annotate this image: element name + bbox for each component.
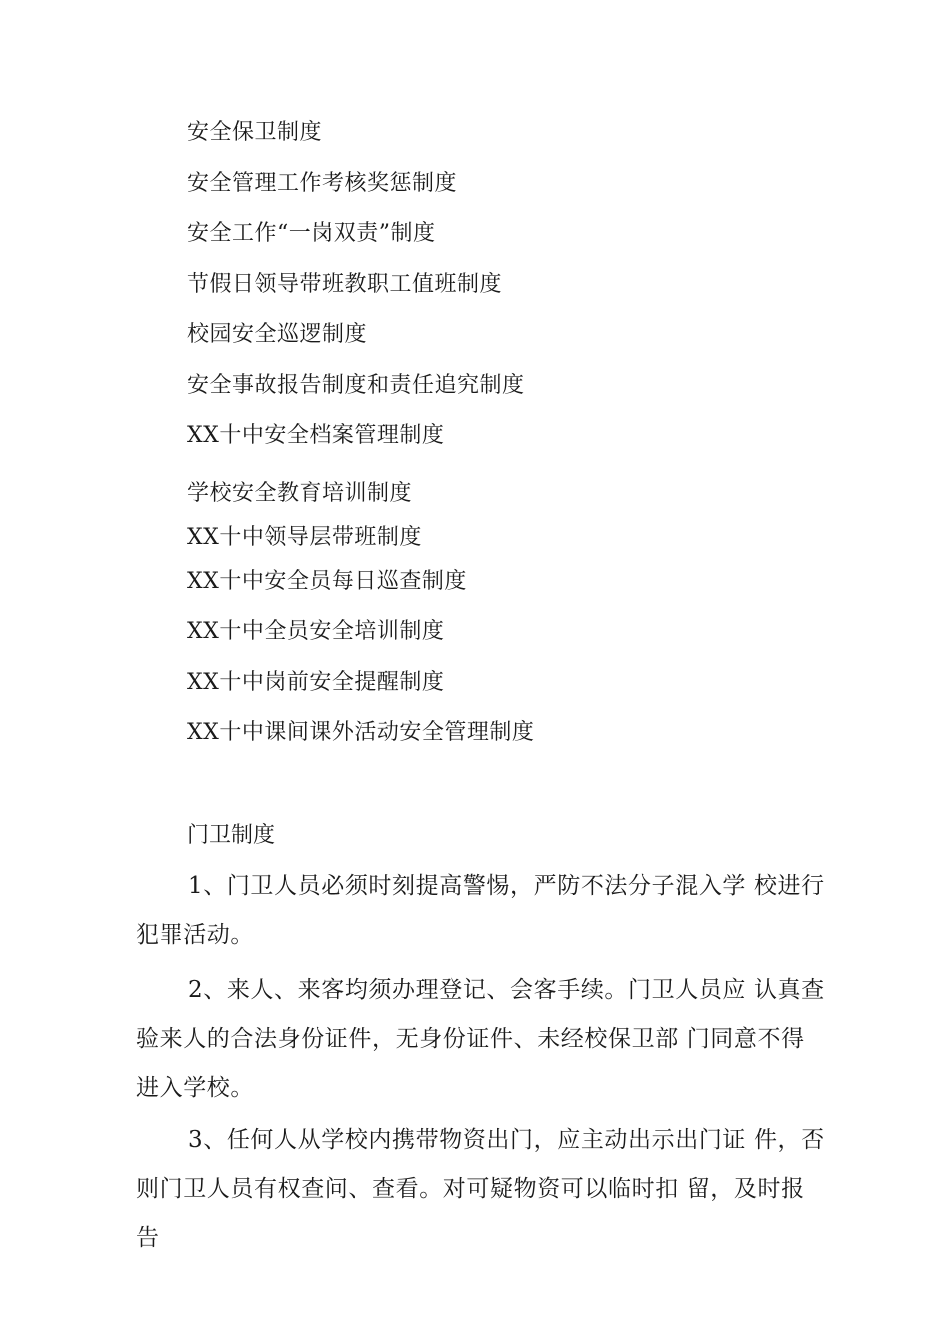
paragraph: 2、来人、来客均须办理登记、会客手续。门卫人员应 认真查验来人的合法身份证件，无身份证件、未经校保卫部 门同意不得进入学校。 bbox=[136, 977, 825, 1101]
toc-item: 安全保卫制度 bbox=[187, 120, 323, 145]
toc-item: XX十中岗前安全提醒制度 bbox=[187, 670, 445, 695]
paragraph: 1、门卫人员必须时刻提高警惕，严防不法分子混入学 校进行犯罪活动。 bbox=[136, 873, 825, 948]
toc-item: XX十中全员安全培训制度 bbox=[187, 619, 445, 644]
toc-item: 节假日领导带班教职工值班制度 bbox=[187, 272, 503, 297]
paragraph: 3、任何人从学校内携带物资出门，应主动出示出门证 件，否则门卫人员有权查问、查看。对可疑物资可以临时扣 留，及时报告 bbox=[136, 1127, 825, 1251]
toc-item: 安全工作“一岗双责”制度 bbox=[187, 221, 436, 246]
toc-item: XX十中安全档案管理制度 bbox=[187, 423, 445, 448]
toc-item: 安全事故报告制度和责任追究制度 bbox=[187, 373, 525, 398]
toc-item: 安全管理工作考核奖惩制度 bbox=[187, 171, 458, 196]
section-title: 门卫制度 bbox=[187, 823, 276, 848]
toc-item: XX十中安全员每日巡查制度 bbox=[187, 569, 467, 594]
toc-item: 学校安全教育培训制度 bbox=[187, 481, 413, 506]
toc-item: 校园安全巡逻制度 bbox=[187, 322, 368, 347]
toc-item: XX十中课间课外活动安全管理制度 bbox=[187, 720, 535, 745]
toc-item: XX十中领导层带班制度 bbox=[187, 525, 422, 550]
